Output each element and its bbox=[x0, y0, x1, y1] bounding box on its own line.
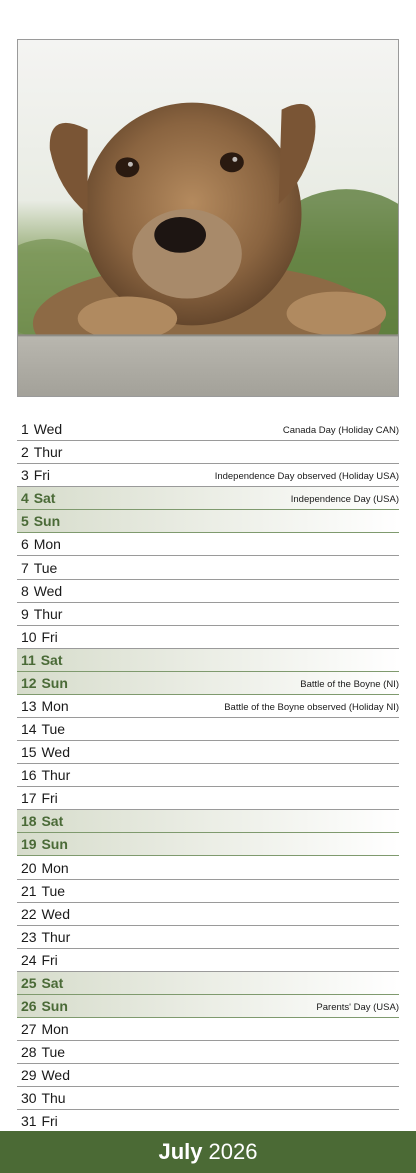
day-row bbox=[17, 626, 399, 649]
day-name: Mon bbox=[41, 697, 69, 714]
holiday-note: Battle of the Boyne observed (Holiday NI) bbox=[224, 702, 399, 714]
day-label bbox=[17, 652, 63, 668]
day-label bbox=[17, 560, 57, 576]
day-row bbox=[17, 995, 399, 1018]
day-label bbox=[17, 698, 69, 714]
day-row bbox=[17, 1087, 399, 1110]
day-row bbox=[17, 718, 399, 741]
day-number: 10 bbox=[21, 628, 37, 645]
day-name: Fri bbox=[41, 628, 58, 645]
day-number: 28 bbox=[21, 1044, 37, 1061]
day-number: 31 bbox=[21, 1113, 37, 1130]
day-number: 4 bbox=[21, 490, 29, 507]
day-label bbox=[17, 513, 60, 529]
day-name: Thu bbox=[41, 1090, 66, 1107]
day-name: Wed bbox=[41, 905, 71, 922]
day-label bbox=[17, 629, 58, 645]
day-number: 6 bbox=[21, 536, 29, 553]
day-row bbox=[17, 1041, 399, 1064]
day-name: Sat bbox=[41, 974, 64, 991]
holiday-note: Battle of the Boyne (NI) bbox=[300, 678, 399, 690]
day-row bbox=[17, 880, 399, 903]
day-number: 25 bbox=[21, 974, 37, 991]
day-row bbox=[17, 1064, 399, 1087]
day-name: Thur bbox=[41, 928, 71, 945]
day-row bbox=[17, 741, 399, 764]
day-row bbox=[17, 972, 399, 995]
day-name: Thur bbox=[33, 444, 63, 461]
holiday-note: Independence Day (USA) bbox=[290, 494, 399, 506]
day-number: 30 bbox=[21, 1090, 37, 1107]
day-row bbox=[17, 649, 399, 672]
day-number: 1 bbox=[21, 421, 29, 438]
day-row bbox=[17, 441, 399, 464]
day-row bbox=[17, 580, 399, 603]
day-row bbox=[17, 926, 399, 949]
day-label bbox=[17, 906, 70, 922]
day-name: Fri bbox=[33, 467, 51, 484]
day-row bbox=[17, 1018, 399, 1041]
day-row bbox=[17, 510, 399, 533]
holiday-note: Parents' Day (USA) bbox=[316, 1002, 399, 1014]
day-name: Mon bbox=[33, 536, 61, 553]
day-number: 13 bbox=[21, 697, 37, 714]
day-number: 27 bbox=[21, 1021, 37, 1038]
day-row bbox=[17, 487, 399, 510]
day-row bbox=[17, 949, 399, 972]
day-name: Mon bbox=[41, 859, 69, 876]
day-name: Sat bbox=[41, 813, 64, 830]
day-row bbox=[17, 556, 399, 579]
day-row bbox=[17, 856, 399, 879]
day-number: 8 bbox=[21, 582, 29, 599]
day-row bbox=[17, 418, 399, 441]
day-row bbox=[17, 787, 399, 810]
day-row bbox=[17, 672, 399, 695]
day-number: 18 bbox=[21, 813, 37, 830]
day-name: Tue bbox=[41, 1044, 66, 1061]
day-label bbox=[17, 444, 62, 460]
day-row bbox=[17, 903, 399, 926]
day-number: 7 bbox=[21, 559, 29, 576]
dog-photo bbox=[17, 39, 399, 397]
day-name: Sun bbox=[41, 836, 68, 853]
day-name: Tue bbox=[41, 882, 66, 899]
day-name: Tue bbox=[41, 721, 66, 738]
day-label bbox=[17, 952, 58, 968]
day-label bbox=[17, 975, 63, 991]
day-label bbox=[17, 929, 70, 945]
day-label bbox=[17, 721, 65, 737]
day-number: 23 bbox=[21, 928, 37, 945]
day-label bbox=[17, 813, 63, 829]
day-name: Sat bbox=[33, 490, 56, 507]
day-number: 20 bbox=[21, 859, 37, 876]
day-name: Fri bbox=[41, 1113, 58, 1130]
day-label bbox=[17, 421, 62, 437]
day-label bbox=[17, 1067, 70, 1083]
day-row bbox=[17, 1110, 399, 1133]
day-label bbox=[17, 583, 62, 599]
day-number: 14 bbox=[21, 721, 37, 738]
day-list bbox=[17, 418, 399, 1133]
day-name: Wed bbox=[33, 582, 63, 599]
day-name: Wed bbox=[41, 1067, 71, 1084]
holiday-note: Canada Day (Holiday CAN) bbox=[282, 425, 399, 437]
day-number: 29 bbox=[21, 1067, 37, 1084]
day-label bbox=[17, 1044, 65, 1060]
day-name: Mon bbox=[41, 1021, 69, 1038]
day-label bbox=[17, 883, 65, 899]
day-number: 22 bbox=[21, 905, 37, 922]
day-label bbox=[17, 606, 62, 622]
day-number: 3 bbox=[21, 467, 29, 484]
day-number: 19 bbox=[21, 836, 37, 853]
day-number: 11 bbox=[21, 651, 36, 668]
day-name: Sat bbox=[40, 651, 63, 668]
day-name: Thur bbox=[33, 605, 63, 622]
day-number: 2 bbox=[21, 444, 29, 461]
day-label bbox=[17, 1021, 69, 1037]
day-name: Thur bbox=[41, 767, 71, 784]
day-number: 16 bbox=[21, 767, 37, 784]
day-label bbox=[17, 1090, 66, 1106]
day-row bbox=[17, 810, 399, 833]
day-name: Sun bbox=[41, 674, 68, 691]
day-number: 15 bbox=[21, 744, 37, 761]
terrier-puppy-illustration bbox=[18, 40, 398, 396]
day-label bbox=[17, 860, 69, 876]
day-number: 17 bbox=[21, 790, 37, 807]
day-row bbox=[17, 603, 399, 626]
day-name: Fri bbox=[41, 790, 58, 807]
day-label bbox=[17, 790, 58, 806]
day-name: Fri bbox=[41, 951, 58, 968]
day-label bbox=[17, 836, 68, 852]
day-row bbox=[17, 464, 399, 487]
day-name: Wed bbox=[33, 421, 63, 438]
day-label bbox=[17, 767, 70, 783]
day-label bbox=[17, 744, 70, 760]
holiday-note: Independence Day observed (Holiday USA) bbox=[214, 471, 399, 483]
month-label: July bbox=[158, 1139, 203, 1164]
year-label: 2026 bbox=[208, 1139, 258, 1164]
day-number: 21 bbox=[21, 882, 37, 899]
day-label bbox=[17, 467, 50, 483]
day-row bbox=[17, 695, 399, 718]
day-name: Sun bbox=[33, 513, 61, 530]
day-label bbox=[17, 490, 55, 506]
day-name: Wed bbox=[41, 744, 71, 761]
day-label bbox=[17, 1113, 58, 1129]
day-label bbox=[17, 675, 68, 691]
day-label bbox=[17, 536, 61, 552]
month-footer bbox=[0, 1131, 416, 1173]
day-row bbox=[17, 533, 399, 556]
day-label bbox=[17, 998, 68, 1014]
day-row bbox=[17, 764, 399, 787]
day-row bbox=[17, 833, 399, 856]
day-number: 26 bbox=[21, 997, 37, 1014]
day-name: Tue bbox=[33, 559, 58, 576]
day-number: 24 bbox=[21, 951, 37, 968]
day-number: 9 bbox=[21, 605, 29, 622]
day-number: 5 bbox=[21, 513, 29, 530]
day-name: Sun bbox=[41, 997, 68, 1014]
day-number: 12 bbox=[21, 674, 37, 691]
